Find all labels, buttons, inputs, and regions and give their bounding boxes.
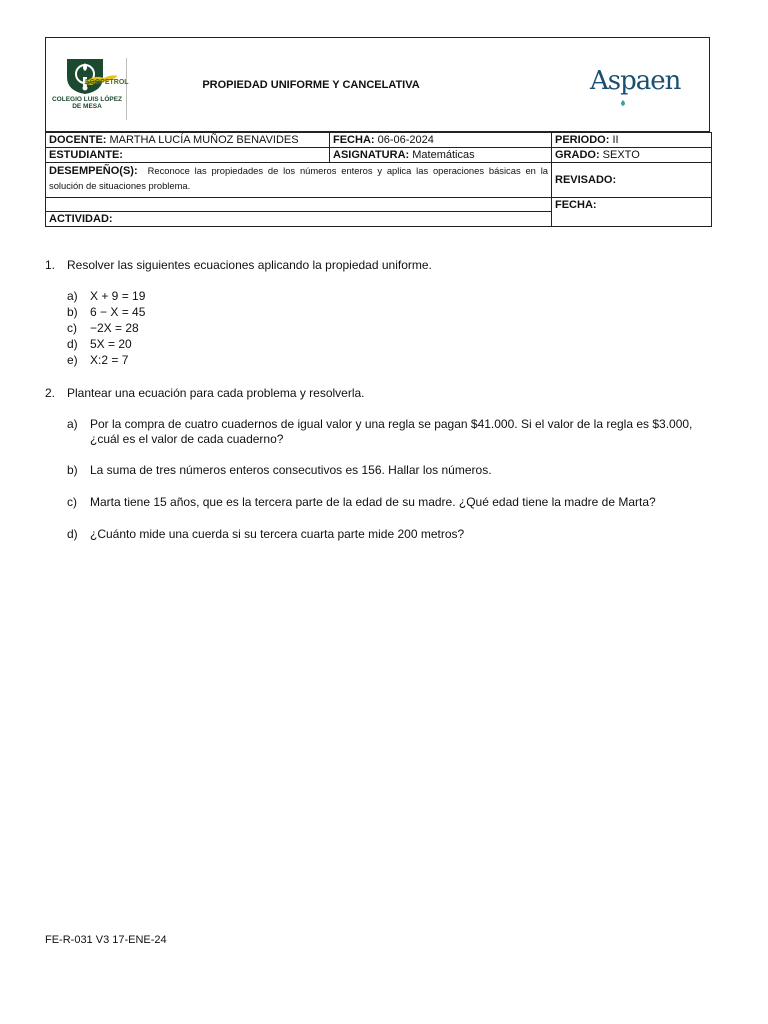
fecha-cell <box>330 133 552 148</box>
docente-value: MARTHA LUCÍA MUÑOZ BENAVIDES <box>106 134 299 146</box>
revisado-cell <box>552 163 712 198</box>
item-letter: a) <box>67 417 78 431</box>
ecopetrol-logo <box>82 72 136 92</box>
fecha2-cell <box>552 198 712 227</box>
equation-text: 5X = 20 <box>90 337 132 351</box>
problem-text: Marta tiene 15 años, que es la tercera parte de la edad de su madre. ¿Qué edad tiene la madre de Marta? <box>90 495 656 509</box>
question-text: Plantear una ecuación para cada problema y resolverla. <box>67 386 365 400</box>
grado-cell <box>552 148 712 163</box>
desempeno-label: DESEMPEÑO(S): <box>49 165 138 177</box>
fecha-value: 06-06-2024 <box>374 134 434 146</box>
equation-text: X + 9 = 19 <box>90 289 146 303</box>
item-letter: b) <box>67 305 78 319</box>
equation-text: −2X = 28 <box>90 321 139 335</box>
item-letter: c) <box>67 495 77 509</box>
item-letter: a) <box>67 289 78 303</box>
document-header <box>45 37 710 132</box>
document-code-footer: FE-R-031 V3 17-ENE-24 <box>45 934 167 946</box>
aspaen-logo <box>590 66 685 106</box>
periodo-value: II <box>609 134 619 146</box>
desempeno-cell <box>46 163 552 198</box>
aspaen-logo-text: Aspaen <box>590 66 681 96</box>
item-letter: e) <box>67 353 78 367</box>
document-title: PROPIEDAD UNIFORME Y CANCELATIVA <box>202 79 420 91</box>
asignatura-cell <box>330 148 552 163</box>
estudiante-label: ESTUDIANTE: <box>49 149 123 161</box>
equation-text: 6 − X = 45 <box>90 305 146 319</box>
grado-value: SEXTO <box>599 149 640 161</box>
item-letter: d) <box>67 337 78 351</box>
equation-text: X:2 = 7 <box>90 353 129 367</box>
aspaen-drop-icon <box>619 100 627 106</box>
asignatura-label: ASIGNATURA: <box>333 149 410 161</box>
periodo-cell <box>552 133 712 148</box>
ecopetrol-logo-text: ECOPETROL <box>85 79 129 86</box>
docente-cell <box>46 133 330 148</box>
asignatura-value: Matemáticas <box>409 149 475 161</box>
item-letter: c) <box>67 321 77 335</box>
question-number: 1. <box>45 258 56 272</box>
school-logo-text: COLEGIO LUIS LÓPEZ DE MESA <box>51 96 123 110</box>
desempeno-text: Reconoce las propiedades de los números enteros y aplica las operaciones básicas en la solución de situaciones problema. <box>49 165 549 191</box>
problem-text: La suma de tres números enteros consecutivos es 156. Hallar los números. <box>90 463 492 477</box>
actividad-cell <box>46 212 552 227</box>
problem-text: Por la compra de cuatro cuadernos de igual valor y una regla se pagan $41.000. Si el valor de la regla es $3.000, ¿cuál es el valor de cada cuaderno? <box>90 417 693 446</box>
info-table <box>45 132 712 227</box>
revisado-label: REVISADO: <box>555 174 617 186</box>
fecha-label: FECHA: <box>333 134 375 146</box>
grado-label: GRADO: <box>555 149 600 161</box>
question-number: 2. <box>45 386 56 400</box>
fecha2-label: FECHA: <box>555 199 597 211</box>
problem-text: ¿Cuánto mide una cuerda si su tercera cuarta parte mide 200 metros? <box>90 527 465 541</box>
periodo-label: PERIODO: <box>555 134 610 146</box>
item-letter: d) <box>67 527 78 541</box>
actividad-label: ACTIVIDAD: <box>49 213 113 225</box>
desempeno-spacer <box>46 198 552 212</box>
estudiante-cell <box>46 148 330 163</box>
docente-label: DOCENTE: <box>49 134 107 146</box>
question-text: Resolver las siguientes ecuaciones aplicando la propiedad uniforme. <box>67 258 432 272</box>
item-letter: b) <box>67 463 78 477</box>
